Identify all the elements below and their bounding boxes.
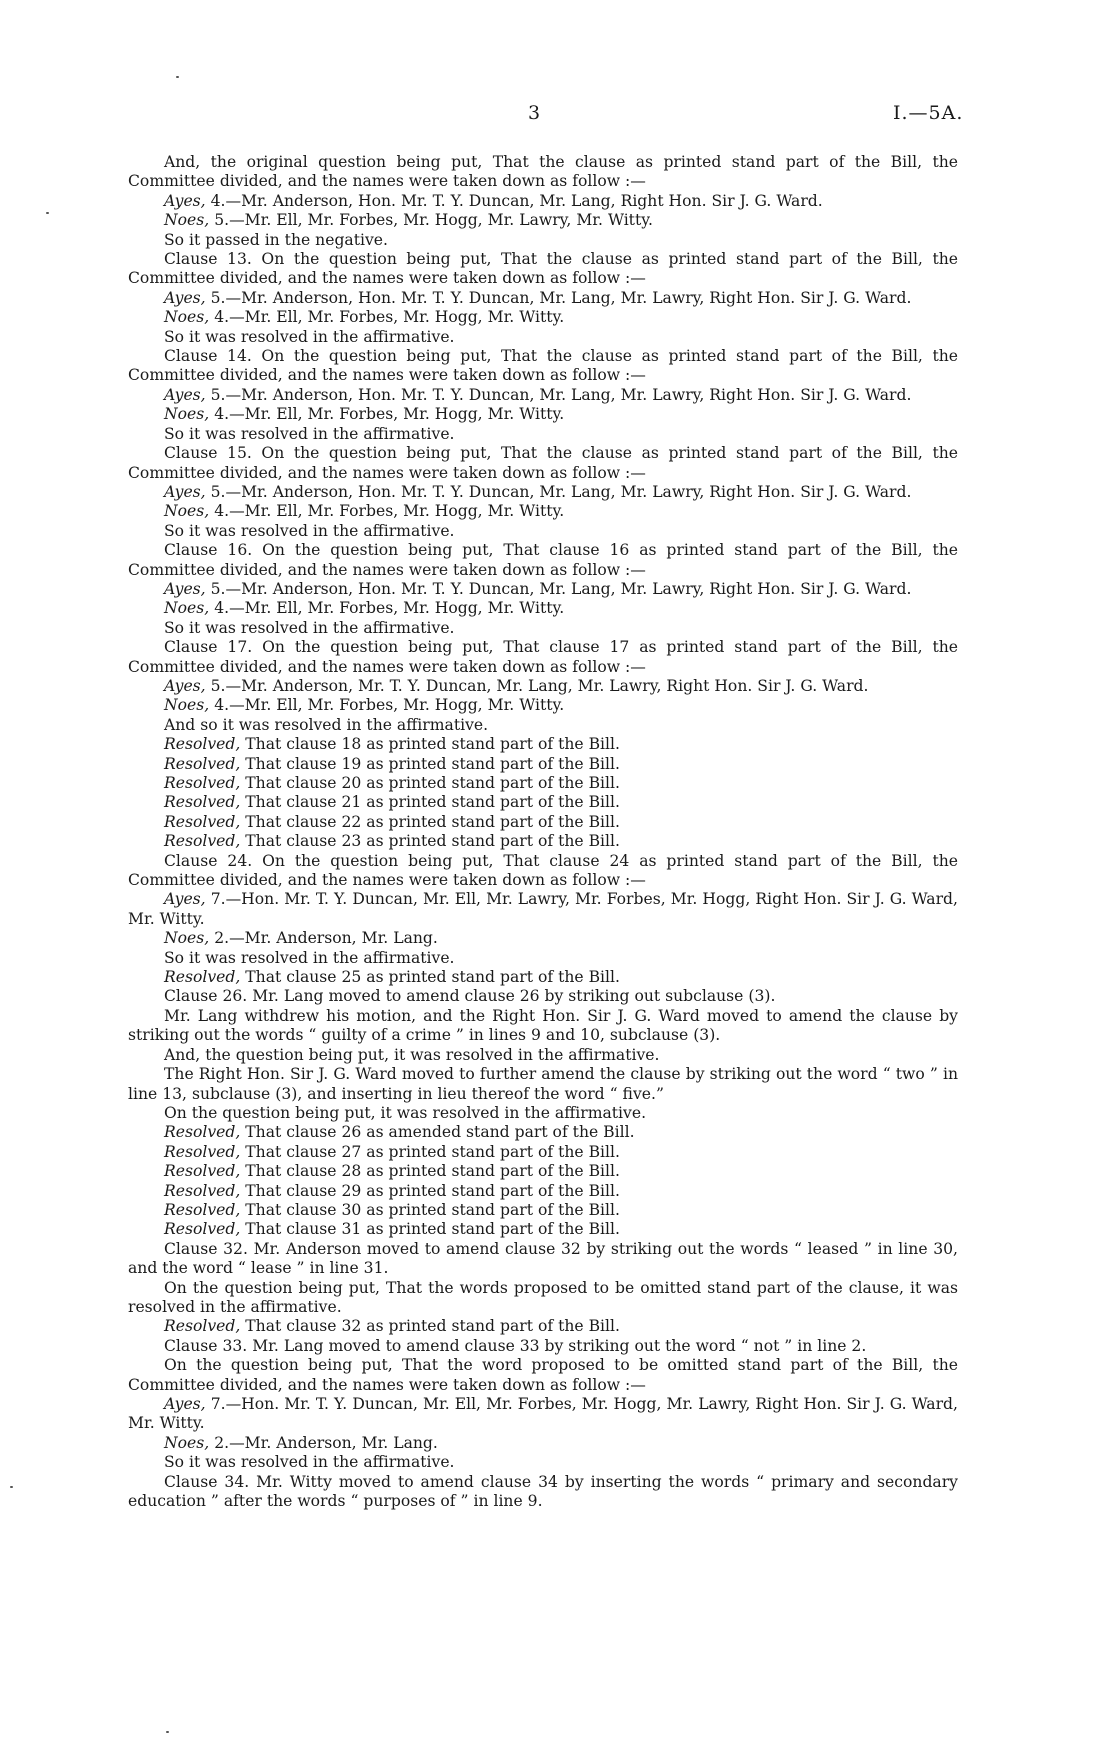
paragraph: [128, 386, 958, 405]
paragraph-text: So it was resolved in the affirmative.: [164, 1453, 455, 1472]
paragraph: [128, 638, 958, 677]
paragraph: [128, 425, 958, 444]
paragraph: [128, 153, 958, 192]
paragraph: [128, 1240, 958, 1279]
paragraph: [128, 1220, 958, 1239]
paragraph-label: Resolved,: [164, 1142, 241, 1161]
paragraph: [128, 1395, 958, 1434]
paragraph: [128, 522, 958, 541]
paragraph-text: So it was resolved in the affirmative.: [164, 521, 455, 540]
paragraph: [128, 211, 958, 230]
paragraph-text: That clause 18 as printed stand part of the Bill.: [240, 735, 620, 754]
paragraph-label: Noes,: [164, 502, 210, 521]
paragraph: [128, 735, 958, 754]
paper-reference: I.—5A.: [893, 102, 964, 124]
paragraph-label: Ayes,: [164, 191, 206, 210]
paragraph-label: Resolved,: [164, 1162, 241, 1181]
paragraph: [128, 949, 958, 968]
paragraph-text: That clause 26 as amended stand part of the Bill.: [240, 1123, 635, 1142]
paragraph-label: Resolved,: [164, 1200, 241, 1219]
paragraph-text: 4.—Mr. Ell, Mr. Forbes, Mr. Hogg, Mr. Witty.: [209, 405, 565, 424]
scan-speck: [46, 212, 49, 214]
paragraph: [128, 483, 958, 502]
paragraph-label: Resolved,: [164, 832, 241, 851]
paragraph-text: Clause 13. On the question being put, That the clause as printed stand part of the Bill, the Committee divided, and the names were taken down as follow :—: [128, 250, 958, 288]
paragraph: [128, 677, 958, 696]
paragraph-text: 4.—Mr. Ell, Mr. Forbes, Mr. Hogg, Mr. Witty.: [209, 696, 565, 715]
paragraph-text: 5.—Mr. Ell, Mr. Forbes, Mr. Hogg, Mr. Lawry, Mr. Witty.: [209, 211, 653, 230]
paragraph: [128, 1279, 958, 1318]
paragraph-text: So it was resolved in the affirmative.: [164, 618, 455, 637]
paragraph: [128, 599, 958, 618]
paragraph-label: Ayes,: [164, 676, 206, 695]
paragraph-text: Clause 14. On the question being put, That the clause as printed stand part of the Bill, the Committee divided, and the names were taken down as follow :—: [128, 347, 958, 385]
paragraph: [128, 308, 958, 327]
paragraph: [128, 1143, 958, 1162]
scan-speck: [10, 1486, 13, 1488]
paragraph-text: That clause 23 as printed stand part of the Bill.: [240, 832, 620, 851]
paragraph: [128, 1162, 958, 1181]
paragraph-label: Ayes,: [164, 385, 206, 404]
scan-speck: [166, 1731, 169, 1733]
paragraph: [128, 793, 958, 812]
paragraph: [128, 1182, 958, 1201]
paragraph-text: That clause 20 as printed stand part of the Bill.: [240, 774, 620, 792]
paragraph-text: Clause 33. Mr. Lang moved to amend clause 33 by striking out the word “ not ” in line 2.: [164, 1336, 867, 1355]
paragraph-text: And so it was resolved in the affirmative.: [164, 715, 489, 734]
paragraph: [128, 541, 958, 580]
paragraph: [128, 1453, 958, 1472]
paragraph: [128, 813, 958, 832]
paragraph-label: Ayes,: [164, 890, 206, 909]
paragraph-text: That clause 22 as printed stand part of the Bill.: [240, 812, 620, 831]
paragraph: [128, 502, 958, 521]
paragraph-text: 5.—Mr. Anderson, Hon. Mr. T. Y. Duncan, Mr. Lang, Mr. Lawry, Right Hon. Sir J. G. Ward.: [205, 482, 912, 501]
paragraph: [128, 405, 958, 424]
paragraph: [128, 1123, 958, 1142]
paragraph: [128, 1201, 958, 1220]
paragraph-label: Noes,: [164, 405, 210, 424]
paragraph-text: That clause 25 as printed stand part of the Bill.: [240, 968, 620, 987]
paragraph: [128, 774, 958, 793]
paragraph-text: Clause 16. On the question being put, That clause 16 as printed stand part of the Bill, the Committee divided, and the names were taken down as follow :—: [128, 541, 958, 579]
paragraph-text: Clause 24. On the question being put, That clause 24 as printed stand part of the Bill, the Committee divided, and the names were taken down as follow :—: [128, 851, 958, 890]
paragraph-text: And, the original question being put, That the clause as printed stand part of the Bill, the Committee divided, and the names were taken down as follow :—: [128, 153, 958, 191]
paragraph-label: Resolved,: [164, 1123, 241, 1142]
paragraph-text: And, the question being put, it was resolved in the affirmative.: [164, 1045, 660, 1064]
paragraph-label: Noes,: [164, 308, 210, 327]
paragraph-text: That clause 31 as printed stand part of the Bill.: [240, 1220, 620, 1239]
paragraph-text: 5.—Mr. Anderson, Mr. T. Y. Duncan, Mr. Lang, Mr. Lawry, Right Hon. Sir J. G. Ward.: [205, 676, 869, 695]
page-number: 3: [528, 102, 541, 124]
paragraph: [128, 1337, 958, 1356]
paragraph: [128, 987, 958, 1006]
paragraph-text: 2.—Mr. Anderson, Mr. Lang.: [209, 929, 438, 948]
paragraph-text: 7.—Hon. Mr. T. Y. Duncan, Mr. Ell, Mr. Lawry, Mr. Forbes, Mr. Hogg, Right Hon. Sir J. G. Ward, Mr. Witty.: [128, 890, 958, 928]
paragraph: [128, 1007, 958, 1046]
paragraph-text: On the question being put, That the words proposed to be omitted stand part of the clause, it was resolved in the affirmative.: [128, 1278, 958, 1316]
paragraph-label: Resolved,: [164, 1220, 241, 1239]
paragraph-text: 7.—Hon. Mr. T. Y. Duncan, Mr. Ell, Mr. Forbes, Mr. Hogg, Mr. Lawry, Right Hon. Sir J. G. Ward, Mr. Witty.: [128, 1395, 958, 1433]
proceedings-text: [128, 153, 958, 1511]
paragraph-text: 2.—Mr. Anderson, Mr. Lang.: [209, 1433, 438, 1452]
paragraph-text: That clause 29 as printed stand part of the Bill.: [240, 1181, 620, 1200]
paragraph-text: Clause 34. Mr. Witty moved to amend clause 34 by inserting the words “ primary and secondary education ” after the words “ purposes of ” in line 9.: [128, 1472, 958, 1511]
paragraph: [128, 619, 958, 638]
paragraph: [128, 716, 958, 735]
paragraph-text: That clause 27 as printed stand part of the Bill.: [240, 1142, 620, 1161]
paragraph-text: 4.—Mr. Ell, Mr. Forbes, Mr. Hogg, Mr. Witty.: [209, 308, 565, 327]
paragraph: [128, 250, 958, 289]
paragraph-text: The Right Hon. Sir J. G. Ward moved to further amend the clause by striking out the word “ two ” in line 13, subclause (3), and inserting in lieu thereof the word “ five.”: [128, 1065, 958, 1103]
paragraph-label: Ayes,: [164, 579, 206, 598]
paragraph-text: 5.—Mr. Anderson, Hon. Mr. T. Y. Duncan, Mr. Lang, Mr. Lawry, Right Hon. Sir J. G. Ward.: [205, 579, 912, 598]
paragraph: [128, 696, 958, 715]
paragraph-text: 4.—Mr. Ell, Mr. Forbes, Mr. Hogg, Mr. Witty.: [209, 502, 565, 521]
paragraph: [128, 755, 958, 774]
paragraph-text: That clause 19 as printed stand part of the Bill.: [240, 754, 620, 773]
paragraph: [128, 852, 958, 891]
paragraph-text: So it passed in the negative.: [164, 230, 388, 249]
paragraph: [128, 929, 958, 948]
paragraph-text: Clause 17. On the question being put, That clause 17 as printed stand part of the Bill, the Committee divided, and the names were taken down as follow :—: [128, 638, 958, 676]
paragraph-text: Mr. Lang withdrew his motion, and the Right Hon. Sir J. G. Ward moved to amend the clause by striking out the words “ guilty of a crime ” in lines 9 and 10, subclause (3).: [128, 1006, 958, 1045]
paragraph: [128, 444, 958, 483]
paragraph-text: 4.—Mr. Ell, Mr. Forbes, Mr. Hogg, Mr. Witty.: [209, 599, 565, 618]
paragraph-text: Clause 15. On the question being put, That the clause as printed stand part of the Bill, the Committee divided, and the names were taken down as follow :—: [128, 444, 958, 482]
paragraph: [128, 1356, 958, 1395]
paragraph-label: Resolved,: [164, 1317, 241, 1336]
paragraph: [128, 1434, 958, 1453]
paragraph-text: 5.—Mr. Anderson, Hon. Mr. T. Y. Duncan, Mr. Lang, Mr. Lawry, Right Hon. Sir J. G. Ward.: [205, 288, 912, 307]
paragraph: [128, 192, 958, 211]
paragraph-label: Noes,: [164, 929, 210, 948]
paragraph-text: That clause 21 as printed stand part of the Bill.: [240, 793, 620, 812]
paragraph: [128, 231, 958, 250]
paragraph: [128, 1065, 958, 1104]
paragraph-label: Resolved,: [164, 793, 241, 812]
paragraph-text: So it was resolved in the affirmative.: [164, 948, 455, 967]
paragraph: [128, 1104, 958, 1123]
paragraph-label: Noes,: [164, 1433, 210, 1452]
paragraph-label: Noes,: [164, 211, 210, 230]
paragraph-text: That clause 30 as printed stand part of the Bill.: [240, 1200, 620, 1219]
paragraph-label: Resolved,: [164, 754, 241, 773]
paragraph: [128, 1046, 958, 1065]
paragraph-label: Ayes,: [164, 1395, 206, 1413]
paragraph-text: Clause 26. Mr. Lang moved to amend clause 26 by striking out subclause (3).: [164, 987, 776, 1006]
paragraph: [128, 968, 958, 987]
paragraph-text: Clause 32. Mr. Anderson moved to amend clause 32 by striking out the words “ leased ” in line 30, and the word “ lease ” in line 31.: [128, 1239, 958, 1278]
scan-speck: [176, 76, 179, 78]
paragraph-text: So it was resolved in the affirmative.: [164, 424, 455, 443]
paragraph-text: On the question being put, That the word proposed to be omitted stand part of the Bill, the Committee divided, and the names were taken down as follow :—: [128, 1356, 958, 1394]
paragraph-label: Ayes,: [164, 482, 206, 501]
paragraph-label: Resolved,: [164, 968, 241, 987]
paragraph-text: 4.—Mr. Anderson, Hon. Mr. T. Y. Duncan, Mr. Lang, Right Hon. Sir J. G. Ward.: [205, 191, 823, 210]
paragraph: [128, 289, 958, 308]
paragraph-text: That clause 28 as printed stand part of the Bill.: [240, 1162, 620, 1181]
paragraph-text: That clause 32 as printed stand part of the Bill.: [240, 1317, 620, 1336]
paragraph-label: Resolved,: [164, 812, 241, 831]
paragraph-label: Noes,: [164, 599, 210, 618]
paragraph: [128, 328, 958, 347]
paragraph: [128, 1317, 958, 1336]
paragraph-label: Ayes,: [164, 288, 206, 307]
paragraph-text: 5.—Mr. Anderson, Hon. Mr. T. Y. Duncan, Mr. Lang, Mr. Lawry, Right Hon. Sir J. G. Ward.: [205, 385, 912, 404]
paragraph: [128, 347, 958, 386]
paragraph: [128, 580, 958, 599]
paragraph-label: Resolved,: [164, 1181, 241, 1200]
paragraph-label: Resolved,: [164, 774, 241, 792]
paragraph: [128, 1473, 958, 1512]
paragraph-label: Noes,: [164, 696, 210, 715]
paragraph-label: Resolved,: [164, 735, 241, 754]
paragraph-text: On the question being put, it was resolved in the affirmative.: [164, 1103, 647, 1122]
paragraph-text: So it was resolved in the affirmative.: [164, 327, 455, 346]
paragraph: [128, 832, 958, 851]
paragraph: [128, 890, 958, 929]
